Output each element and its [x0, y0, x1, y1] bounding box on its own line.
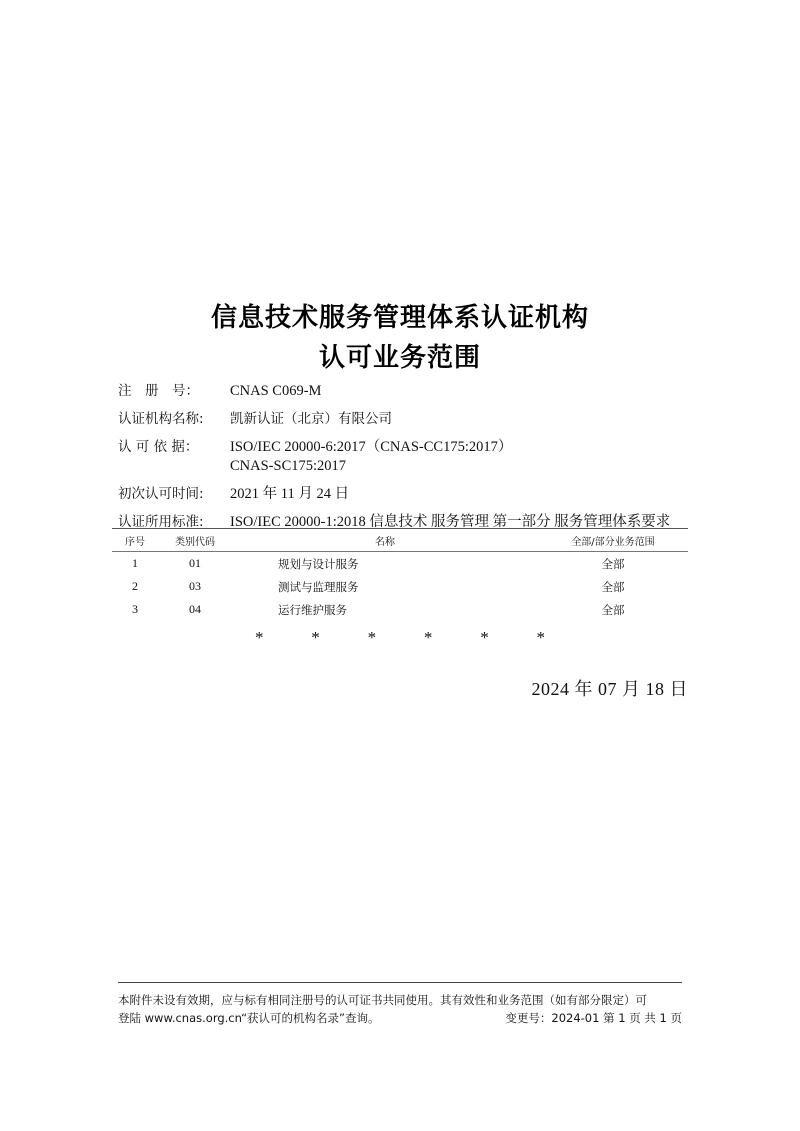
table-cell-code: 04	[189, 602, 201, 616]
meta-label-organization-name: 认证机构名称:	[118, 411, 204, 427]
meta-label-accreditation-basis: 认 可 依 据：	[118, 439, 199, 455]
table-header-scope: 全部/部分业务范围	[571, 536, 655, 548]
meta-label-first-accreditation-date: 初次认可时间:	[118, 486, 204, 502]
page-title	[0, 298, 800, 378]
table-header-code: 类别代码	[175, 536, 215, 548]
asterisk-mark: *	[480, 628, 489, 647]
table-cell-seq: 3	[132, 602, 138, 616]
title-line-1: 信息技术服务管理体系认证机构	[210, 303, 589, 333]
asterisk-mark: *	[423, 628, 433, 647]
footer-rule	[118, 982, 682, 983]
table-cell-scope: 全部	[601, 556, 625, 571]
asterisk-mark: *	[536, 628, 545, 647]
meta-value-standard-used: ISO/IEC 20000-1:2018 信息技术 服务管理 第一部分 服务管理体系要求	[230, 514, 671, 530]
meta-value-first-accreditation-date: 2021 年 11 月 24 日	[230, 486, 350, 502]
footer-bottom-row	[118, 1009, 682, 1027]
table-row	[112, 598, 688, 621]
meta-value-organization-name: 凯新认证（北京）有限公司	[230, 411, 392, 427]
table-cell-seq: 2	[132, 579, 138, 593]
footer-lookup-note: 登陆 www.cnas.org.cn“获认可的机构名录”查询。	[118, 1011, 380, 1025]
table-cell-code: 01	[189, 556, 201, 570]
asterisk-mark: *	[255, 628, 264, 647]
scope-table	[112, 528, 688, 621]
meta-row-accreditation-basis	[118, 438, 688, 476]
meta-row-registration-number	[118, 382, 688, 401]
asterisk-separator	[255, 628, 545, 648]
table-cell-code: 03	[189, 579, 201, 593]
table-cell-scope: 全部	[601, 602, 625, 617]
footer-note-line-1: 本附件未设有效期，应与标有相同注册号的认可证书共同使用。其有效性和业务范围（如有部分限定）可	[118, 993, 647, 1007]
footer	[118, 982, 682, 1027]
table-cell-name: 测试与监理服务	[278, 579, 359, 594]
table-row	[112, 575, 688, 598]
asterisk-mark: *	[367, 628, 377, 647]
table-cell-seq: 1	[132, 556, 138, 570]
table-cell-scope: 全部	[601, 579, 625, 594]
meta-value-accreditation-basis-line1: ISO/IEC 20000-6:2017（CNAS-CC175:2017）	[230, 439, 513, 455]
meta-label-registration-number: 注 册 号：	[118, 383, 199, 399]
asterisk-mark: *	[311, 628, 320, 647]
meta-value-registration-number: CNAS C069-M	[230, 383, 322, 399]
table-cell-name: 规划与设计服务	[278, 556, 359, 571]
table-cell-name: 运行维护服务	[278, 602, 347, 617]
issue-date: 2024 年 07 月 18 日	[531, 679, 688, 699]
meta-label-standard-used: 认证所用标准:	[118, 514, 204, 530]
table-header-seq: 序号	[125, 536, 145, 548]
meta-value-accreditation-basis	[230, 438, 512, 476]
certificate-meta	[118, 382, 688, 541]
title-line-2: 认可业务范围	[318, 343, 481, 373]
table-header-row	[112, 529, 688, 551]
footer-revision-and-page: 变更号：2024-01 第 1 页 共 1 页	[505, 1011, 682, 1025]
meta-row-first-accreditation-date	[118, 485, 688, 504]
meta-value-accreditation-basis-line2: CNAS-SC175:2017	[230, 458, 347, 474]
meta-row-organization-name	[118, 410, 688, 429]
table-header-name: 名称	[375, 536, 395, 548]
table-row	[112, 552, 688, 575]
